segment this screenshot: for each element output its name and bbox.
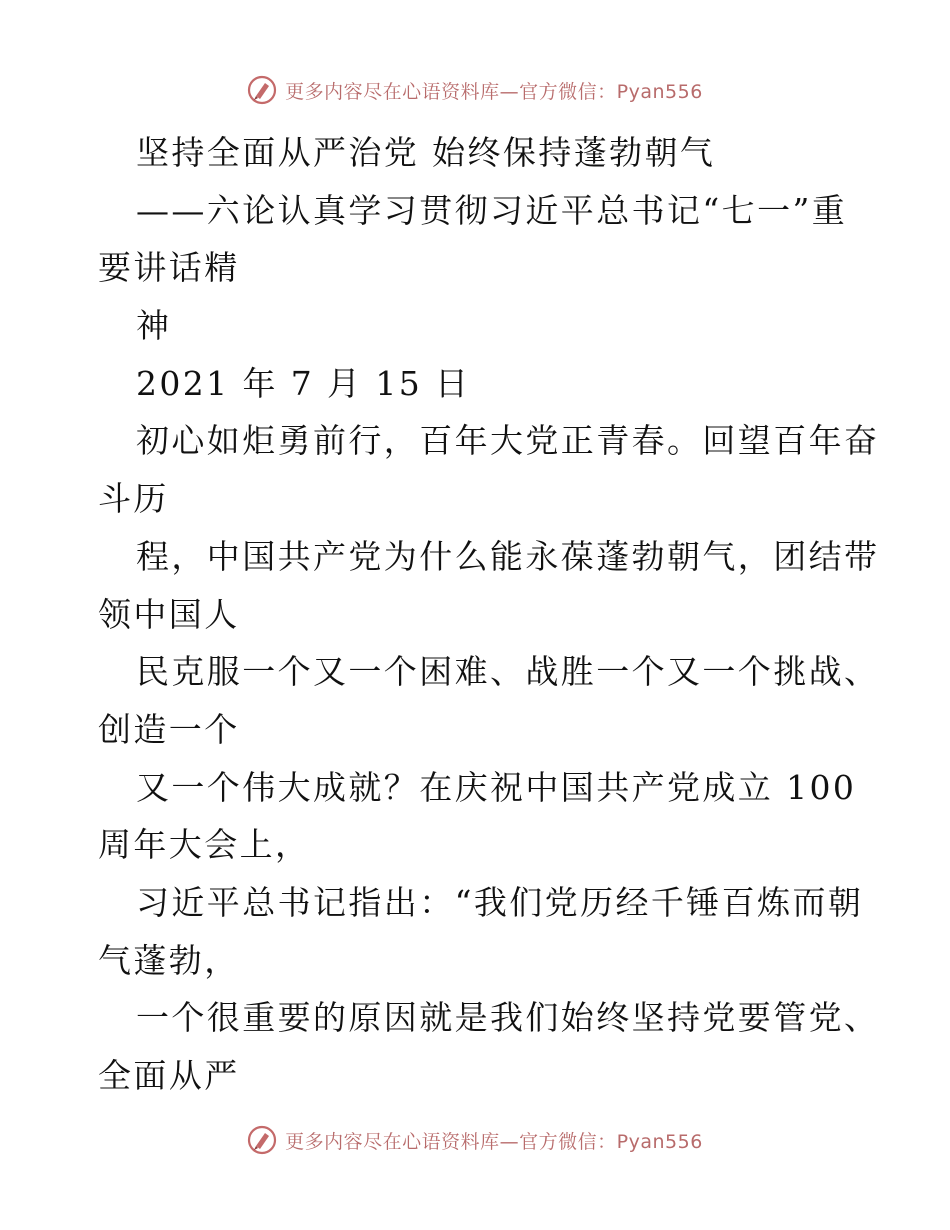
pen-nib-logo-icon (247, 1125, 277, 1155)
body-line: 习近平总书记指出：“我们党历经千锤百炼而朝 (136, 882, 864, 922)
body-line: 全面从严 (98, 1056, 240, 1095)
watermark-text: 更多内容尽在心语资料库—官方微信：Pyan556 (285, 1130, 703, 1153)
body-line: 又一个伟大成就？在庆祝中国共产党成立 100 (136, 767, 857, 807)
body-line: 程，中国共产党为什么能永葆蓬勃朝气，团结带 (136, 536, 880, 576)
document-body (98, 124, 880, 1105)
body-line: 民克服一个又一个困难、战胜一个又一个挑战、 (136, 652, 880, 692)
watermark-banner-top (0, 70, 950, 110)
pen-nib-logo-icon (247, 75, 277, 105)
watermark-banner-bottom (0, 1120, 950, 1160)
subtitle-line: ——六论认真学习贯彻习近平总书记“七一”重 (136, 190, 848, 230)
subtitle-line-continued: 要讲话精 (98, 248, 240, 288)
watermark-text: 更多内容尽在心语资料库—官方微信：Pyan556 (285, 80, 703, 103)
body-line: 斗历 (98, 479, 169, 519)
body-line: 气蓬勃， (98, 940, 240, 980)
body-line: 初心如炬勇前行，百年大党正青春。回望百年奋 (136, 421, 880, 461)
body-line: 创造一个 (98, 709, 240, 749)
subtitle-line-end: 神 (136, 306, 172, 346)
body-line: 领中国人 (98, 594, 240, 634)
date-line: 2021 年 7 月 15 日 (136, 363, 471, 403)
body-line: 周年大会上， (98, 825, 311, 865)
title-line: 坚持全面从严治党 始终保持蓬勃朝气 (136, 133, 716, 172)
body-line: 一个很重要的原因就是我们始终坚持党要管党、 (136, 998, 880, 1038)
